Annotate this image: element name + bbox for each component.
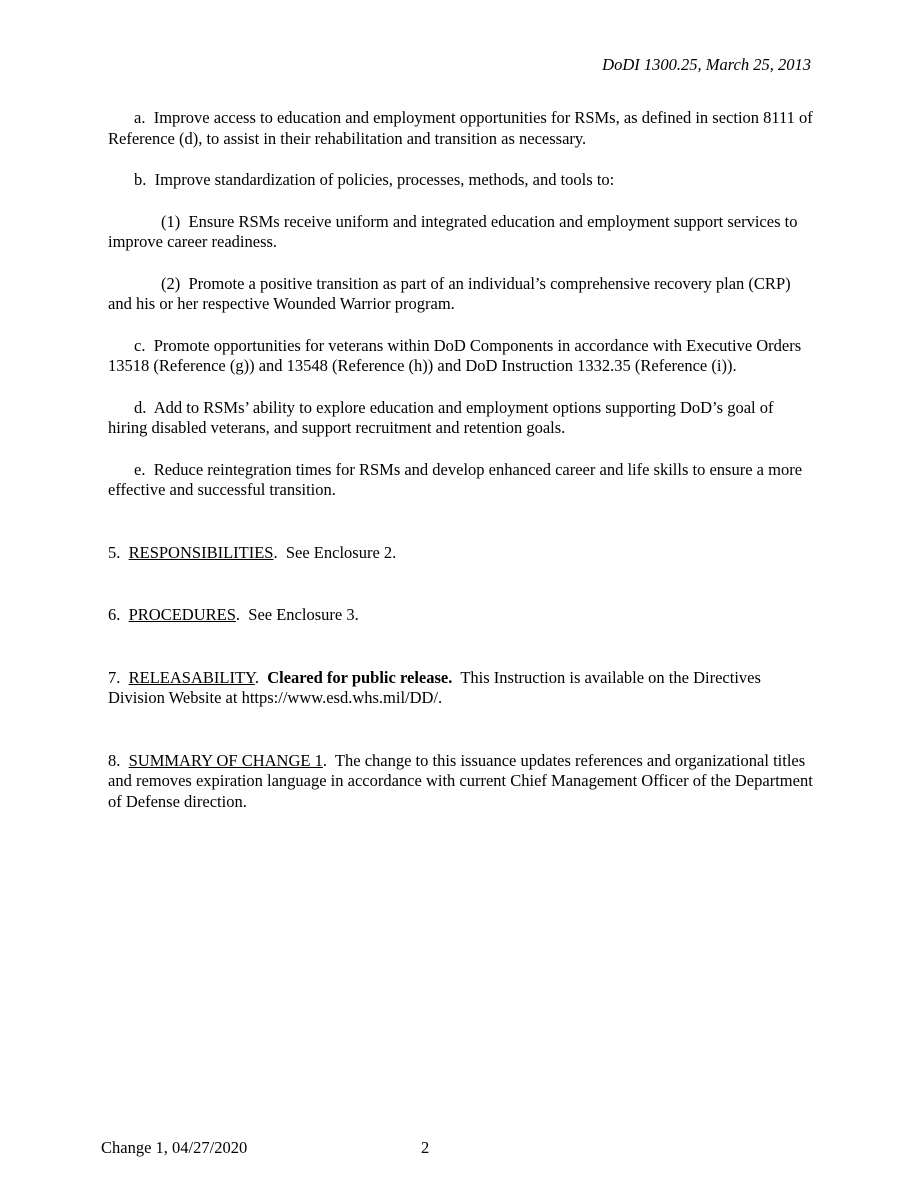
section-procedures: 6. PROCEDURES. See Enclosure 3. <box>108 605 359 624</box>
section-title: PROCEDURES <box>128 605 236 624</box>
section-releasability: 7. RELEASABILITY. Cleared for public release. This Instruction is available on the Directives Division Website at https://www.esd.whs.mil/DD/. <box>108 667 761 707</box>
section-number: 5. <box>108 542 121 562</box>
paragraph-b2 <box>108 274 815 315</box>
paragraph-text: Improve standardization of policies, processes, methods, and tools to: <box>154 170 615 189</box>
paragraph-marker: e. <box>134 459 146 479</box>
footer-page-number: 2 <box>421 1138 430 1157</box>
paragraph-b <box>108 170 815 191</box>
section-number: 7. <box>108 667 121 687</box>
paragraph-text: Improve access to education and employment opportunities for RSMs, as defined in section 8111 of Reference (d), to assist in their rehabilitation and transition as necessary. <box>108 108 813 148</box>
paragraph-marker: b. <box>134 170 147 189</box>
paragraph-text: Ensure RSMs receive uniform and integrated education and employment support services to improve career readiness. <box>108 211 798 251</box>
paragraph-b1 <box>108 212 815 253</box>
document-body <box>108 108 815 833</box>
paragraph-text: Add to RSMs’ ability to explore education and employment options supporting DoD’s goal of hiring disabled veterans, and support recruitment and retention goals. <box>108 397 774 437</box>
paragraph-marker: c. <box>134 335 146 355</box>
paragraph-c <box>108 336 815 377</box>
paragraph-d <box>108 398 815 439</box>
paragraph-marker: (1) <box>161 211 181 231</box>
paragraph-marker: a. <box>134 108 146 127</box>
paragraph-text: Promote opportunities for veterans within DoD Components in accordance with Executive Orders 13518 (Reference (g)) and 13548 (Reference (h)) and DoD Instruction 1332.35 (Reference (i)). <box>108 335 802 375</box>
paragraph-text: Reduce reintegration times for RSMs and develop enhanced career and life skills to ensure a more effective and successful transition. <box>108 459 803 499</box>
section-text: The change to this issuance updates references and organizational titles and removes expiration language in accordance with current Chief Management Officer of the Department of Defense direction. <box>108 750 813 811</box>
paragraph-a <box>108 108 815 149</box>
section-responsibilities: 5. RESPONSIBILITIES. See Enclosure 2. <box>108 542 397 562</box>
section-text: This Instruction is available on the Directives Division Website at https://www.esd.whs.mil/DD/. <box>108 667 761 707</box>
document-header: DoDI 1300.25, March 25, 2013 <box>602 55 811 74</box>
public-release-statement: Cleared for public release. <box>267 667 453 687</box>
paragraph-marker: (2) <box>161 273 181 293</box>
paragraph-text: Promote a positive transition as part of an individual’s comprehensive recovery plan (CRP) and his or her respective Wounded Warrior program. <box>108 273 791 313</box>
footer-change-label: Change 1, 04/27/2020 <box>101 1138 248 1157</box>
section-summary-of-change: 8. SUMMARY OF CHANGE 1. The change to this issuance updates references and organizational titles and removes expiration language in accordance with current Chief Management Officer of the Department of Defense direction. <box>108 750 813 811</box>
section-number: 6. <box>108 605 121 624</box>
section-text: See Enclosure 2. <box>285 542 397 562</box>
paragraph-e <box>108 460 815 501</box>
section-title: RESPONSIBILITIES <box>128 542 274 562</box>
section-text: See Enclosure 3. <box>248 605 359 624</box>
paragraph-marker: d. <box>134 397 147 417</box>
section-number: 8. <box>108 750 121 770</box>
section-title: RELEASABILITY <box>128 667 255 687</box>
section-title: SUMMARY OF CHANGE 1 <box>128 750 323 770</box>
